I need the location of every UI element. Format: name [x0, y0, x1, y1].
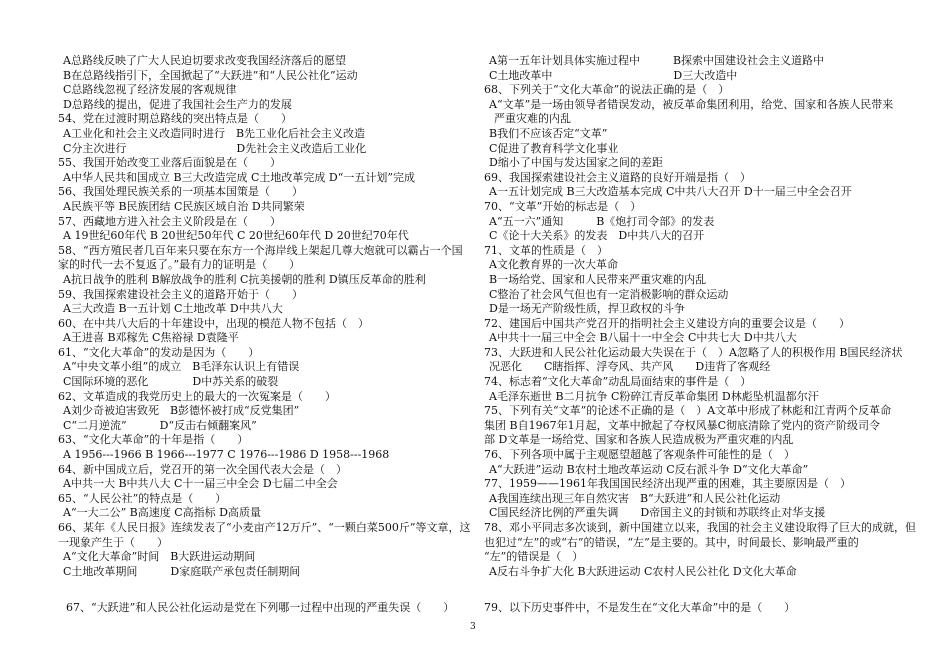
text-line: 78、邓小平同志多次谈到，新中国建立以来，我国的社会主义建设取得了巨大的成就，但	[484, 521, 916, 534]
text-line: 60、在中共八大后的十年建设中，出现的模范人物不包括（ ）	[58, 316, 369, 330]
text-line: 集团 B自1967年1月起，文革中掀起了夺权风暴C彻底清除了党内的资产阶级司令	[484, 418, 880, 432]
text-line: 73、大跃进和人民公社化运动最大失误在于（ ）A忽略了人的积极作用 B国民经济状	[484, 345, 903, 359]
text-line: A中华人民共和国成立 B三大改造完成 C土地改革完成 D“一五计划”完成	[63, 170, 415, 184]
text-line: A我国连续出现三年自然灾害 B“大跃进”和人民公社化运动	[489, 491, 781, 505]
text-line: 况恶化 C瞎指挥、浮夸风、共产风 D违背了客观经	[489, 360, 771, 374]
text-line: 58、“西方殖民者几百年来只要在东方一个海岸线上架起几尊大炮就可以霸占一个国	[58, 243, 463, 257]
text-line: 69、我国探索建设社会主义道路的良好开端是指（ ）	[484, 170, 751, 184]
text-line: D是一场无产阶级性质，捍卫政权的斗争	[489, 302, 685, 316]
text-line: 部 D文革是一场给党、国家和各族人民造成极为严重灾难的内乱	[484, 433, 794, 447]
text-line: 77、1959——1961年我国国民经济出现严重的困难，其主要原因是（ ）	[484, 477, 851, 491]
text-line: B在总路线指引下，全国掀起了“大跃进”和“人民公社化”运动	[63, 68, 358, 82]
text-line: 64、新中国成立后，党召开的第一次全国代表大会是（ ）	[58, 462, 347, 476]
text-line: 也犯过“左”的或“右”的错误，“左”是主要的。其中，时间最长、影响最严重的	[484, 535, 859, 549]
left-column	[58, 54, 471, 579]
text-line: A第一五年计划具体实施过程中 B探索中国建设社会主义道路中	[489, 54, 825, 67]
text-line: A一五计划完成 B三大改造基本完成 C中共八大召开 D十一届三中全会召开	[489, 185, 852, 199]
text-line: A中共十一届三中全会 B八届十一中全会 C中共七大 D中共八大	[489, 331, 797, 345]
text-line: 56、我国处理民族关系的一项基本国策是（ ）	[58, 185, 303, 199]
text-line: C整治了社会风气但也有一定消极影响的群众运动	[489, 287, 729, 301]
text-line: 61、“文化大革命”的发动是因为（ ）	[58, 345, 260, 359]
question-79: 79、以下历史事件中，不是发生在“文化大革命”中的是（ ）	[484, 601, 796, 614]
text-line: 74、标志着“文化大革命”动乱局面结束的事件是（ ）	[484, 375, 752, 389]
text-line: A反右斗争扩大化 B大跃进运动 C农村人民公社化 D文化大革命	[489, 564, 797, 578]
text-line: “左”的错误是（ ）	[484, 550, 584, 564]
text-line: 70、“文革”开始的标志是（ ）	[484, 199, 642, 213]
text-line: B一场给党、国家和人民带来严重灾难的内乱	[489, 272, 707, 286]
text-line: C分主次进行 D先社会主义改造后工业化	[63, 141, 367, 155]
right-column	[484, 54, 916, 579]
text-line: A“一大二公” B高速度 C高指标 D高质量	[63, 506, 261, 520]
text-line: C《论十大关系》的发表 D中共八大的召开	[489, 229, 705, 243]
text-line: 68、下列关于“文化大革命”的说法正确的是（ ）	[484, 83, 730, 97]
text-line: C国民经济比例的严重失调 D帝国主义的封锁和苏联终止对华支援	[489, 506, 826, 520]
text-line: C“二月逆流” D“反击右倾翻案风”	[63, 418, 257, 432]
text-line: A三大改造 B一五计划 C土地改革 D中共八大	[63, 302, 283, 316]
text-line: C总路线忽视了经济发展的客观规律	[63, 83, 237, 97]
text-line: C国际环境的恶化 D中苏关系的破裂	[63, 375, 279, 389]
text-line: A文化教育界的一次大革命	[489, 258, 618, 272]
text-line: A中共一大 B中共八大 C十一届三中全会 D七届二中全会	[63, 477, 338, 491]
text-line: A毛泽东逝世 B二月抗争 C粉碎江青反革命集团 D林彪坠机温都尔汗	[489, 389, 819, 403]
text-line: C土地改革中 D三大改造中	[489, 68, 738, 82]
text-line: 72、建国后中国共产党召开的指明社会主义建设方向的重要会议是（ ）	[484, 316, 850, 330]
text-line: 66、某年《人民日报》连续发表了“小麦亩产12万斤”、“一颗白菜500斤”等文章，这	[58, 521, 471, 534]
text-line: B我们不应该否定“文革”	[489, 126, 608, 140]
question-67: 67、“大跃进”和人民公社化运动是党在下列哪一过程中出现的严重失误（ ）	[66, 601, 455, 614]
text-line: 54、党在过渡时期总路线的突出特点是（ ）	[58, 112, 292, 126]
text-line: A抗日战争的胜利 B解放战争的胜利 C抗美援朝的胜利 D镇压反革命的胜利	[63, 272, 426, 286]
text-line: A刘少奇被迫害致死 B彭德怀被打成“反党集团”	[63, 404, 300, 418]
text-line: A“五一六”通知 B《炮打司令部》的发表	[489, 214, 715, 228]
text-line: 65、“人民公社”的特点是（ ）	[58, 491, 227, 505]
text-line: 57、西藏地方进入社会主义阶段是在（ ）	[58, 214, 281, 228]
text-line: A 19世纪60年代 B 20世纪50年代 C 20世纪60年代 D 20世纪70年代	[63, 229, 409, 243]
text-line: 59、我国探索建设社会主义的道路开始于（ ）	[58, 287, 303, 301]
text-line: A总路线反映了广大人民迫切要求改变我国经济落后的愿望	[63, 54, 346, 67]
text-line: A“文革”是一场由领导者错误发动，被反革命集团利用，给党、国家和各族人民带来	[489, 97, 894, 111]
text-line: A民族平等 B民族团结 C民族区域自治 D共同繁荣	[63, 199, 305, 213]
text-line: A“中央文革小组”的成立 B毛泽东认识上有错误	[63, 360, 300, 374]
page-number: 3	[470, 622, 476, 632]
text-line: 63、“文化大革命”的十年是指（ ）	[58, 433, 249, 447]
text-line: A“大跃进”运动 B农村土地改革运动 C反右派斗争 D“文化大革命”	[489, 462, 809, 476]
text-line: 62、文革造成的我党历史上的最大的一次冤案是（ ）	[58, 389, 336, 403]
text-line: 75、下列有关“文革”的论述不正确的是（ ）A文革中形成了林彪和江青两个反革命	[484, 404, 892, 418]
text-line: 严重灾难的内乱	[494, 112, 571, 126]
text-line: A工业化和社会主义改造同时进行 B先工业化后社会主义改造	[63, 126, 366, 140]
text-line: 71、文革的性质是（ ）	[484, 243, 608, 257]
text-line: C土地改革期间 D家庭联产承包责任制期间	[63, 564, 301, 578]
text-line: A王进喜 B邓稼先 C焦裕禄 D袁隆平	[63, 331, 239, 345]
text-line: A“文化大革命”时间 B大跃进运动期间	[63, 550, 256, 564]
text-line: D总路线的提出，促进了我国社会生产力的发展	[63, 97, 292, 111]
text-line: C促进了教育科学文化事业	[489, 141, 619, 155]
text-line: D缩小了中国与发达国家之间的差距	[489, 156, 663, 170]
text-line: 家的时代一去不复返了。”最有力的证明是（ ）	[58, 258, 301, 272]
text-line: 76、下列各项中属于主观愿望超越了客观条件可能性的是（ ）	[484, 448, 795, 462]
text-line: A 1956---1966 B 1966---1977 C 1976---1986 D 1958---1968	[63, 448, 390, 462]
text-line: 一现象产生于（ ）	[58, 535, 168, 549]
text-line: 55、我国开始改变工业落后面貌是在（ ）	[58, 156, 281, 170]
